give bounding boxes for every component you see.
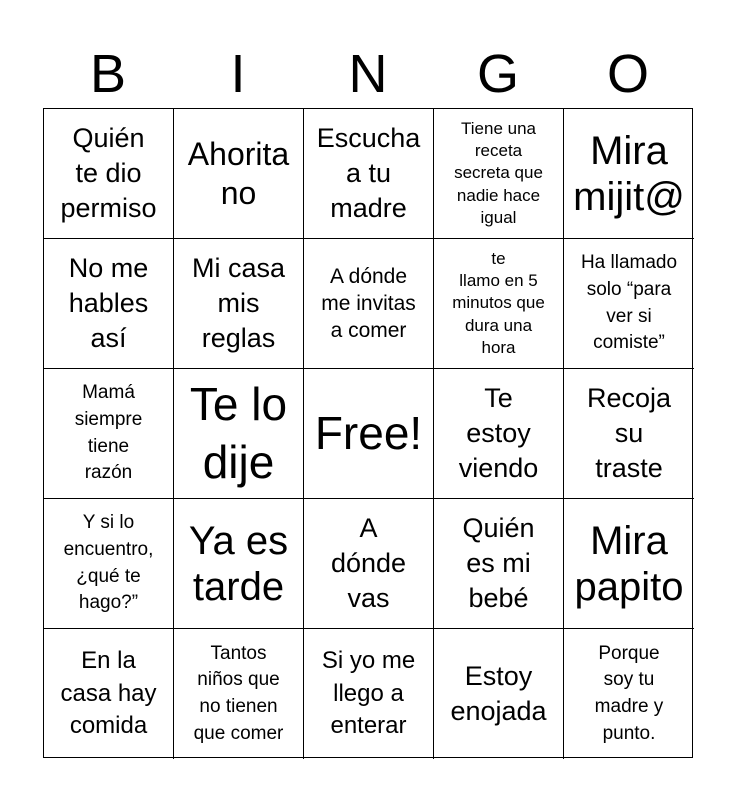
cell-text: Escucha a tu madre — [316, 122, 421, 224]
cell-text: No me hables así — [68, 252, 149, 354]
cell-text: Recoja su traste — [586, 382, 672, 484]
bingo-cell-r5c2[interactable] — [174, 629, 304, 759]
bingo-cell-r4c3[interactable] — [304, 499, 434, 629]
cell-text: Porque soy tu madre y punto. — [594, 642, 664, 744]
bingo-cell-r5c5[interactable] — [564, 629, 694, 759]
cell-text: Mira papito — [574, 518, 684, 609]
bingo-cell-r1c1[interactable] — [44, 109, 174, 239]
cell-text: Estoy enojada — [450, 660, 547, 726]
bingo-cell-r1c4[interactable] — [434, 109, 564, 239]
bingo-board — [43, 108, 693, 758]
bingo-cell-r3c1[interactable] — [44, 369, 174, 499]
bingo-cell-r3c4[interactable] — [434, 369, 564, 499]
cell-text: Te estoy viendo — [458, 382, 539, 484]
cell-text: Mamá siempre tiene razón — [74, 382, 143, 484]
bingo-cell-r2c1[interactable] — [44, 239, 174, 369]
cell-text: Quién te dio permiso — [60, 122, 157, 224]
cell-text: Si yo me llego a enterar — [321, 647, 416, 740]
cell-text: A dónde vas — [330, 512, 407, 614]
bingo-cell-r1c3[interactable] — [304, 109, 434, 239]
bingo-cell-free[interactable] — [304, 369, 434, 499]
bingo-cell-r5c3[interactable] — [304, 629, 434, 759]
cell-text: Te lo dije — [189, 378, 288, 488]
bingo-cell-r1c2[interactable] — [174, 109, 304, 239]
cell-text: Ya es tarde — [188, 518, 289, 609]
bingo-cell-r5c1[interactable] — [44, 629, 174, 759]
bingo-cell-r1c5[interactable] — [564, 109, 694, 239]
header-letter-i: I — [230, 44, 246, 104]
cell-text: Quién es mi bebé — [462, 512, 535, 614]
bingo-cell-r2c4[interactable] — [434, 239, 564, 369]
free-space-text: Free! — [314, 406, 423, 459]
bingo-cell-r4c2[interactable] — [174, 499, 304, 629]
cell-text: En la casa hay comida — [60, 647, 157, 740]
bingo-cell-r4c5[interactable] — [564, 499, 694, 629]
header-letter-b: B — [89, 44, 127, 104]
bingo-cell-r2c5[interactable] — [564, 239, 694, 369]
bingo-cell-r4c4[interactable] — [434, 499, 564, 629]
header-letter-g: G — [476, 44, 519, 104]
cell-text: Y si lo encuentro, ¿qué te hago?” — [63, 512, 154, 614]
cell-text: Mi casa mis reglas — [191, 252, 286, 354]
bingo-cell-r2c3[interactable] — [304, 239, 434, 369]
header-letter-n: N — [348, 44, 388, 104]
bingo-cell-r2c2[interactable] — [174, 239, 304, 369]
bingo-cell-r4c1[interactable] — [44, 499, 174, 629]
bingo-header — [43, 40, 693, 108]
header-letter-o: O — [606, 44, 649, 104]
cell-text: Tiene una receta secreta que nadie hace igual — [454, 119, 543, 227]
cell-text: te llamo en 5 minutos que dura una hora — [452, 249, 545, 357]
cell-text: A dónde me invitas a comer — [321, 264, 416, 343]
cell-text: Tantos niños que no tienen que comer — [193, 642, 284, 744]
bingo-cell-r3c5[interactable] — [564, 369, 694, 499]
bingo-cell-r3c2[interactable] — [174, 369, 304, 499]
bingo-cell-r5c4[interactable] — [434, 629, 564, 759]
cell-text: Mira mijit@ — [573, 128, 685, 219]
cell-text: Ha llamado solo “para ver si comiste” — [580, 252, 678, 354]
cell-text: Ahorita no — [187, 136, 290, 211]
